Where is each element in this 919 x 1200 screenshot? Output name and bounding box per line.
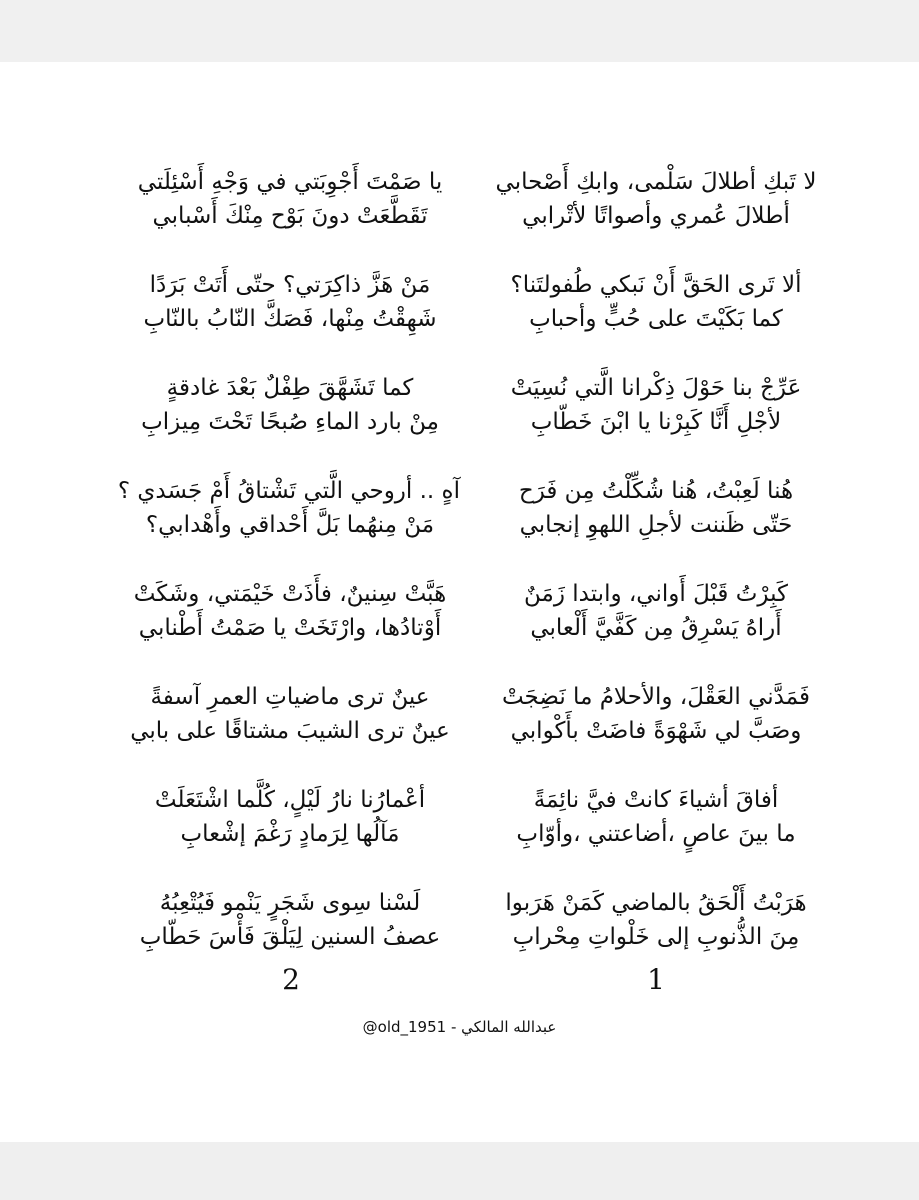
verse-second-hemistich: وصَبَّ لي شَهْوَةً فاضَتْ بأَكْوابي [510,718,802,744]
verse-second-hemistich: عصفُ السنين لِيَلْقَ فَأْسَ حَطّابِ [139,924,441,950]
verse-second-hemistich: لأجْلِ أَنَّا كَبِرْنا يا ابْنَ خَطّابِ [530,409,782,435]
verse [120,783,460,886]
verse-first-hemistich: مَنْ هَزَّ ذاكِرَتي؟ حتّى أَتَتْ بَرَدًا [149,272,431,298]
verse [486,680,826,783]
verse-first-hemistich: هُنا لَعِبْتُ، هُنا شُكِّلْتُ مِن فَرَح [518,478,794,504]
verse-first-hemistich: فَمَدَّني العَقْلَ، والأحلامُ ما نَضِجَتْ [501,684,811,710]
verse-second-hemistich: مِنْ بارد الماءِ صُبحًا تَحْتَ مِيزابِ [141,409,439,435]
top-margin [0,0,919,62]
verse-second-hemistich: تَقَطَّعَتْ دونَ بَوْح مِنْكَ أَسْبابي [152,203,428,229]
verse-first-hemistich: يا صَمْتَ أَجْوِبَتي في وَجْهِ أَسْئِلَتي [137,169,443,195]
verse-first-hemistich: كَبِرْتُ قَبْلَ أَواني، وابتدا زَمَنٌ [524,581,788,607]
verse-second-hemistich: مَآلُها لِرَمادٍ رَغْمَ إشْعابِ [180,821,400,847]
verse-first-hemistich: لا تَبكِ أطلالَ سَلْمى، وابكِ أَصْحابي [495,169,817,195]
verse [120,680,460,783]
verse [486,474,826,577]
verse-first-hemistich: ألا تَرى الحَقَّ أَنْ نَبكي طُفولتَنا؟ [510,272,802,298]
verse [486,783,826,886]
verse-second-hemistich: أطلالَ عُمري وأصواتًا لأتْرابي [522,203,790,229]
verse [120,371,460,474]
verse-first-hemistich: هَرَبْتُ أَلْحَقُ بالماضي كَمَنْ هَرَبوا [505,890,807,916]
verse-first-hemistich: كما تَشَهَّقَ طِفْلٌ بَعْدَ غادقةٍ [166,375,414,401]
verse-second-hemistich: مَنْ مِنهُما بَلَّ أَحْداقي وأَهْدابي؟ [145,512,435,538]
verse-first-hemistich: عينٌ ترى ماضياتِ العمرِ آسفةً [150,684,430,710]
verse-first-hemistich: أفاقَ أشياءَ كانتْ فيَّ نائِمَةً [533,787,779,813]
verse-second-hemistich: عينٌ ترى الشيبَ مشتاقًا على بابي [130,718,450,744]
verse-first-hemistich: هَبَّتْ سِنينٌ، فأَذَتْ خَيْمَتي، وشَكَتْ [133,581,447,607]
verse [120,268,460,371]
verse [486,577,826,680]
verse-second-hemistich: مِنَ الذُّنوبِ إلى خَلْواتِ مِحْرابِ [512,924,800,950]
verse-second-hemistich: ما بينَ عاصٍ ،أضاعتني ،وأوّابِ [516,821,796,847]
verse-second-hemistich: أَراهُ يَسْرِقُ مِن كَفَّيَّ أَلْعابي [530,615,782,641]
poem-column-page-1 [486,165,826,989]
page-number-1: 1 [647,963,665,996]
poem-column-page-2 [117,165,460,989]
verse [120,165,460,268]
verse [117,474,460,577]
author-signature: عبدالله المالكي - 1951_old@ [362,1018,557,1036]
verse-first-hemistich: عَرِّجْ بنا حَوْلَ ذِكْرانا الَّتي نُسِيَتْ [510,375,802,401]
verse [486,371,826,474]
verse-second-hemistich: شَهِقْتُ مِنْها، فَصَكَّ النّابُ بالنّابِ [143,306,437,332]
verse [486,268,826,371]
verse [486,165,826,268]
verse-second-hemistich: حَتّى ظَننت لأجلِ اللهوِ إنجابي [519,512,793,538]
page-number-2: 2 [282,963,300,996]
verse-first-hemistich: آهٍ .. أروحي الَّتي تَشْتاقُ أَمْ جَسَدي ؟ [117,478,460,504]
bottom-margin [0,1142,919,1200]
verse [120,577,460,680]
verse-second-hemistich: كما بَكَيْتَ على حُبٍّ وأحبابِ [529,306,783,332]
verse-first-hemistich: أعْمارُنا نارُ لَيْلٍ، كُلَّما اشْتَعَلَتْ [154,787,426,813]
verse-first-hemistich: لَسْنا سِوى شَجَرٍ يَنْمو فَيُتْعِبُهُ [159,890,421,916]
verse-second-hemistich: أَوْتادُها، وارْتَخَتْ يا صَمْتُ أَطْنابي [138,615,442,641]
